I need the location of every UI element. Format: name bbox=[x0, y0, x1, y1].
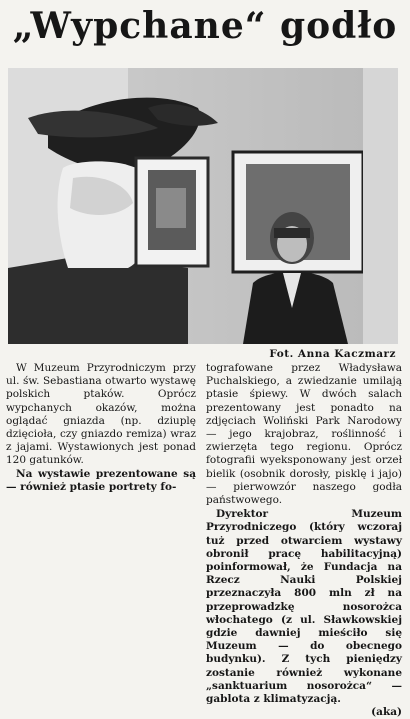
photo-caption: Fot. Anna Kaczmarz bbox=[269, 348, 396, 360]
paragraph: tografowane przez Władysława Puchalskiego, a zwiedzanie umilają ptasie śpiewy. W dwóch salach prezentowany jest ponadto na zdjęciach Woliński Park Narodowy — jego krajobraz, roślinność i zwierzęta tego regionu. Oprócz fotografii wyeksponowany jest orzeł bielik (osobnik dorosły, pisklę i jajo) — pierwowzór naszego godła państwowego. bbox=[206, 362, 402, 507]
paragraph: Na wystawie prezentowane są — również ptasie portrety fo- bbox=[6, 467, 196, 493]
article-column-1 bbox=[6, 362, 196, 494]
paragraph-bold: Dyrektor Muzeum Przyrodniczego (który wczoraj tuż przed otwarciem wystawy obronił pracę habilitacyjną) poinformował, że Fundacja na Rzecz Nauki Polskiej przeznaczyła 800 mln zł na przeprowadzkę nosorożca włochatego (z ul. Sławkowskiej gdzie dawniej mieściło się Muzeum — do obecnego budynku). Z tych pieniędzy zostanie również wykonane „sanktuarium nosorożca“ — gablota z klimatyzacją. bbox=[206, 508, 402, 706]
paragraph: W Muzeum Przyrodniczym przy ul. św. Sebastiana otwarto wystawę polskich ptaków. Oprócz wypchanych okazów, można oglądać gniazda (np. dziuplę dzięcioła, czy gniazdo remiza) wraz z jajami. Wystawionych jest ponad 120 gatunków. bbox=[6, 362, 196, 467]
headline: „Wypchane“ godło bbox=[12, 5, 398, 47]
signature: (aka) bbox=[371, 706, 402, 719]
article-column-2 bbox=[206, 362, 402, 719]
article-photo bbox=[8, 68, 398, 344]
